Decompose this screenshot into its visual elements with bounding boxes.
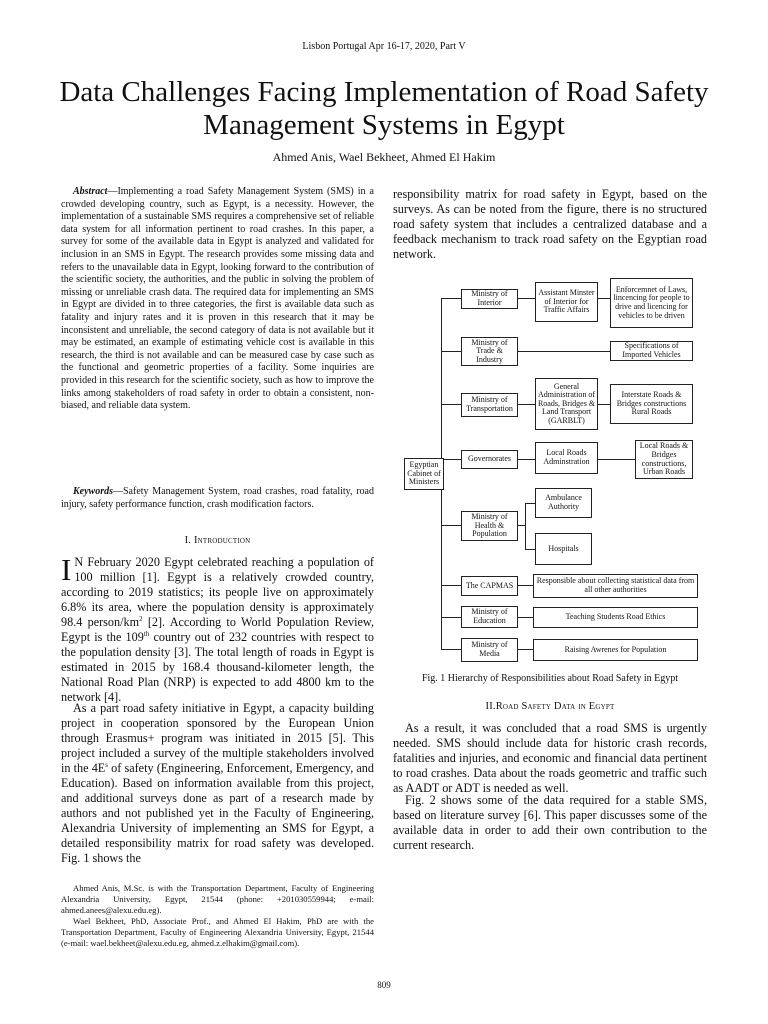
figure-caption: Fig. 1 Hierarchy of Responsibilities about Road Safety in Egypt bbox=[421, 673, 679, 684]
branch-line bbox=[441, 585, 461, 586]
box-ministry-of-transportation: Ministry of Transportation bbox=[461, 393, 518, 417]
link-line bbox=[598, 459, 635, 460]
branch-line bbox=[441, 351, 461, 352]
intro-p2-text-b: of safety (Engineering, Enforcement, Emergency, and Education). Based on information available from this project, and additional surveys done as part of a research made by authors and not published yet in the Faculty of Engineering, Alexandria University of implementing an SMS for Egypt, a detailed responsibility matrix for road safety was developed. Fig. 1 shows the bbox=[61, 761, 374, 865]
footnote-2: Wael Bekheet, PhD, Associate Prof., and Ahmed El Hakim, PhD are with the Transportation Department, Faculty of Engineering Alexandria University, Egypt, 21544 (e-mail: wael.bekheet@alexu.edu.eg, ahmed.z.elhakim@gmail.com). bbox=[61, 916, 374, 948]
box-ambulance-authority: Ambulance Authority bbox=[535, 488, 592, 518]
box-assistant-minister: Assistant Minster of Interior for Traffic Affairs bbox=[535, 282, 598, 322]
link-line bbox=[518, 459, 535, 460]
link-line bbox=[518, 585, 533, 586]
branch-line bbox=[441, 459, 461, 460]
link-line bbox=[518, 298, 535, 299]
paper-title: Data Challenges Facing Implementation of Road Safety Management Systems in Egypt bbox=[59, 76, 709, 141]
footnote-1: Ahmed Anis, M.Sc. is with the Transportation Department, Faculty of Engineering Alexandria University, Egypt, 21544 (phone: +201030559944; e-mail: ahmed.anees@alexu.edu.eg). bbox=[61, 883, 374, 915]
box-local-roads-bridges: Local Roads & Bridges constructions, Urban Roads bbox=[635, 440, 693, 479]
box-ministry-of-media: Ministry of Media bbox=[461, 638, 518, 662]
box-capmas-responsibility: Responsible about collecting statistical data from all other authorities bbox=[533, 574, 698, 598]
abstract-text: Implementing a road Safety Management System (SMS) in a crowded developing country, such as Egypt, is a necessity. However, the implementation of a sustainable SMS requires a comprehensive set of reliable data system for all information pertinent to road crashes. In this paper, a survey for some of the available data in Egypt is analyzed and validated for inclusion in an SMS in Egypt. The research provides some missing data and refers to the unavailable data in Egypt, looking forward to the contribution of the scientific society, the authorities, and the public in solving the problem of missing or unreliable crash data. The required data for implementing an SMS in Egypt are divided in to three categories, the first is available data such as fatality and injury rates and it is proven in this research that it may be inconsistent and unreliable, the second category of data is not available but it may be estimated, an example of estimating vehicle cost is available in this research, the third is not available and can be measured case by case such as the functional and geometric properties of a facility. Some inquiries are provided in this research for the scientific society, such as how to improve the links among stakeholders of road safety in order to obtain a consistent, non-biased, and reliable data system. bbox=[61, 186, 374, 412]
branch-line bbox=[441, 649, 461, 650]
intro-p1-text-a: N February 2020 Egypt celebrated reaching a population of 100 million [1]. Egypt is a relatively crowded country, according to 2019 statistics; its people live on approximately 6.8% its area, where the population density is approximately 98.4 person/km bbox=[61, 555, 374, 629]
intro-p1-text-c: country out of 232 countries with respect to the population density [3]. The total length of roads in Egypt is estimated in 2015 by 168.4 thousand-kilometer length, the National Road Plan (NRP) is expected to add 4800 km to the network [4]. bbox=[61, 630, 374, 704]
box-law-enforcement: Enforcemnet of Laws, lincencing for people to drive and licencing for vehicles to be driven bbox=[610, 278, 693, 328]
box-ministry-of-education: Ministry of Education bbox=[461, 606, 518, 628]
page-number: 809 bbox=[377, 980, 391, 990]
abstract-dash: — bbox=[107, 186, 118, 197]
box-teaching-road-ethics: Teaching Students Road Ethics bbox=[533, 607, 698, 628]
branch-line bbox=[441, 404, 461, 405]
keywords bbox=[61, 486, 374, 511]
box-ministry-of-interior: Ministry of Interior bbox=[461, 289, 518, 309]
box-interstate-roads: Interstate Roads & Bridges constructions Rural Roads bbox=[610, 384, 693, 424]
intro-p1-text-b: [2]. According to World Population Review, Egypt is the 109 bbox=[61, 615, 374, 644]
intro-paragraph-2 bbox=[61, 701, 374, 866]
branch-line bbox=[441, 617, 461, 618]
superscript: s bbox=[105, 760, 108, 769]
right-paragraph-3: Fig. 2 shows some of the data required for a stable SMS, based on literature survey [6]. This paper discusses some of the available data in order to add their own contribution to the current research. bbox=[393, 793, 707, 852]
health-split-line bbox=[525, 503, 526, 549]
link-line bbox=[518, 404, 535, 405]
running-header: Lisbon Portugal Apr 16-17, 2020, Part V bbox=[302, 41, 466, 52]
link-line bbox=[598, 404, 610, 405]
box-local-roads-admin: Local Roads Adminstration bbox=[535, 442, 598, 474]
keywords-dash: — bbox=[113, 486, 123, 497]
keywords-text: Safety Management System, road crashes, road fatality, road injury, safety performance function, crash modification factors. bbox=[61, 486, 374, 510]
superscript: 2 bbox=[139, 614, 143, 623]
branch-line bbox=[441, 298, 461, 299]
box-capmas: The CAPMAS bbox=[461, 576, 518, 596]
box-governorates: Governorates bbox=[461, 450, 518, 469]
right-paragraph-1: responsibility matrix for road safety in Egypt, based on the surveys. As can be noted from the figure, there is no structured road safety system that includes a centralized database and a feedback mechanism to track road safety on the Egyptian road network. bbox=[393, 187, 707, 261]
intro-p2-text-a: As a part road safety initiative in Egypt, a capacity building project in cooperation sponsored by the European Union through Erasmus+ program was initiated in 2015 [5]. This project included a survey of the multiple stakeholders involved in the 4E bbox=[61, 701, 374, 775]
box-hospitals: Hospitals bbox=[535, 533, 592, 565]
section-number: I. bbox=[184, 535, 192, 546]
box-ministry-of-health: Ministry of Health & Population bbox=[461, 511, 518, 541]
section-title: Road Safety Data in Egypt bbox=[495, 701, 615, 712]
box-cabinet-of-ministers: Egyptian Cabinet of Ministers bbox=[404, 458, 444, 490]
link-line bbox=[518, 351, 610, 352]
link-line bbox=[598, 298, 610, 299]
intro-paragraph-1 bbox=[61, 552, 374, 705]
section-number: II. bbox=[485, 701, 496, 712]
footnotes bbox=[61, 883, 374, 949]
section-heading-road-safety-data bbox=[393, 701, 707, 712]
box-imported-vehicles: Specifications of Imported Vehicles bbox=[610, 341, 693, 361]
section-heading-introduction bbox=[61, 535, 374, 546]
link-line bbox=[518, 617, 533, 618]
section-title: Introduction bbox=[193, 535, 251, 546]
link-line bbox=[518, 525, 526, 526]
drop-cap: I bbox=[61, 552, 72, 587]
box-ministry-of-trade: Ministry of Trade & Industry bbox=[461, 337, 518, 366]
superscript: th bbox=[143, 629, 150, 638]
keywords-label: Keywords bbox=[73, 486, 113, 497]
link-line bbox=[525, 549, 535, 550]
author-list: Ahmed Anis, Wael Bekheet, Ahmed El Hakim bbox=[272, 150, 496, 164]
link-line bbox=[518, 649, 533, 650]
box-raising-awareness: Raising Awrenes for Population bbox=[533, 639, 698, 661]
abstract-label: Abstract bbox=[73, 186, 108, 197]
responsibility-hierarchy-diagram bbox=[400, 276, 706, 664]
box-garblt: General Administration of Roads, Bridges & Land Transport (GARBLT) bbox=[535, 378, 598, 430]
abstract bbox=[61, 186, 374, 413]
branch-line bbox=[441, 525, 461, 526]
right-paragraph-2: As a result, it was concluded that a road SMS is urgently needed. SMS should include data for historic crash records, fatalities and injuries, and economic and financial data pertinent to road crashes. Data about the roads geometric and traffic such as AADT or ADT is needed as well. bbox=[393, 721, 707, 795]
link-line bbox=[525, 503, 535, 504]
